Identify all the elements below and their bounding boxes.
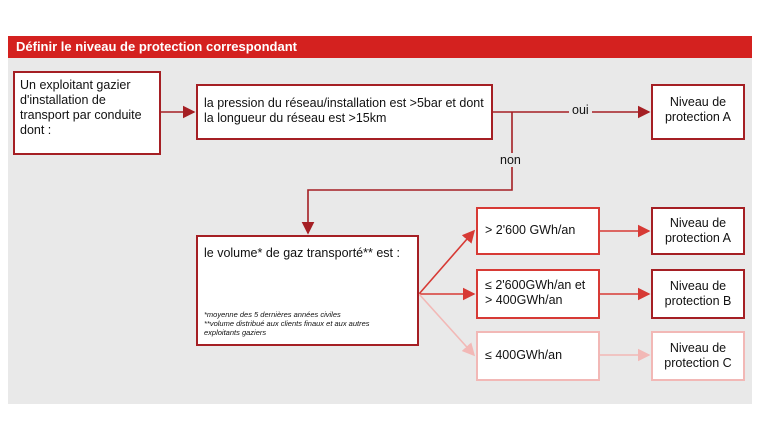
volume-low-text: ≤ 400GWh/an	[485, 348, 563, 362]
pressure-condition-box	[196, 84, 493, 140]
volume-question-text: le volume* de gaz transporté** est :	[204, 246, 400, 260]
footnote-2: **volume distribué aux clients finaux et aux autres exploitants gaziers	[204, 319, 370, 337]
pressure-condition-text: la pression du réseau/installation est >5bar et dont la longueur du réseau est >15km	[204, 96, 484, 125]
volume-mid-box	[476, 269, 600, 319]
operator-text: Un exploitant gazier d'installation de transport par conduite dont :	[20, 78, 142, 137]
level-b-text: Niveau de protection B	[664, 279, 732, 308]
operator-box	[13, 71, 161, 155]
yes-label: oui	[569, 103, 592, 117]
volume-high-text: > 2'600 GWh/an	[485, 223, 576, 237]
level-c-text: Niveau de protection C	[664, 341, 732, 370]
volume-mid-text: ≤ 2'600GWh/an et > 400GWh/an	[485, 278, 586, 307]
footnote-1: *moyenne des 5 dernières années civiles	[204, 310, 341, 319]
arrow-volume-low	[419, 294, 474, 355]
section-title: Définir le niveau de protection correspondant	[16, 39, 297, 54]
level-a-text: Niveau de protection A	[664, 216, 731, 245]
level-c-box	[651, 331, 745, 381]
level-a-top-box	[651, 84, 745, 140]
volume-high-box	[476, 207, 600, 255]
level-a-box	[651, 207, 745, 255]
no-label: non	[497, 153, 524, 167]
level-b-box	[651, 269, 745, 319]
level-a-top-text: Niveau de protection A	[664, 95, 731, 124]
arrow-volume-high	[419, 231, 474, 294]
volume-box	[196, 235, 419, 346]
volume-low-box	[476, 331, 600, 381]
